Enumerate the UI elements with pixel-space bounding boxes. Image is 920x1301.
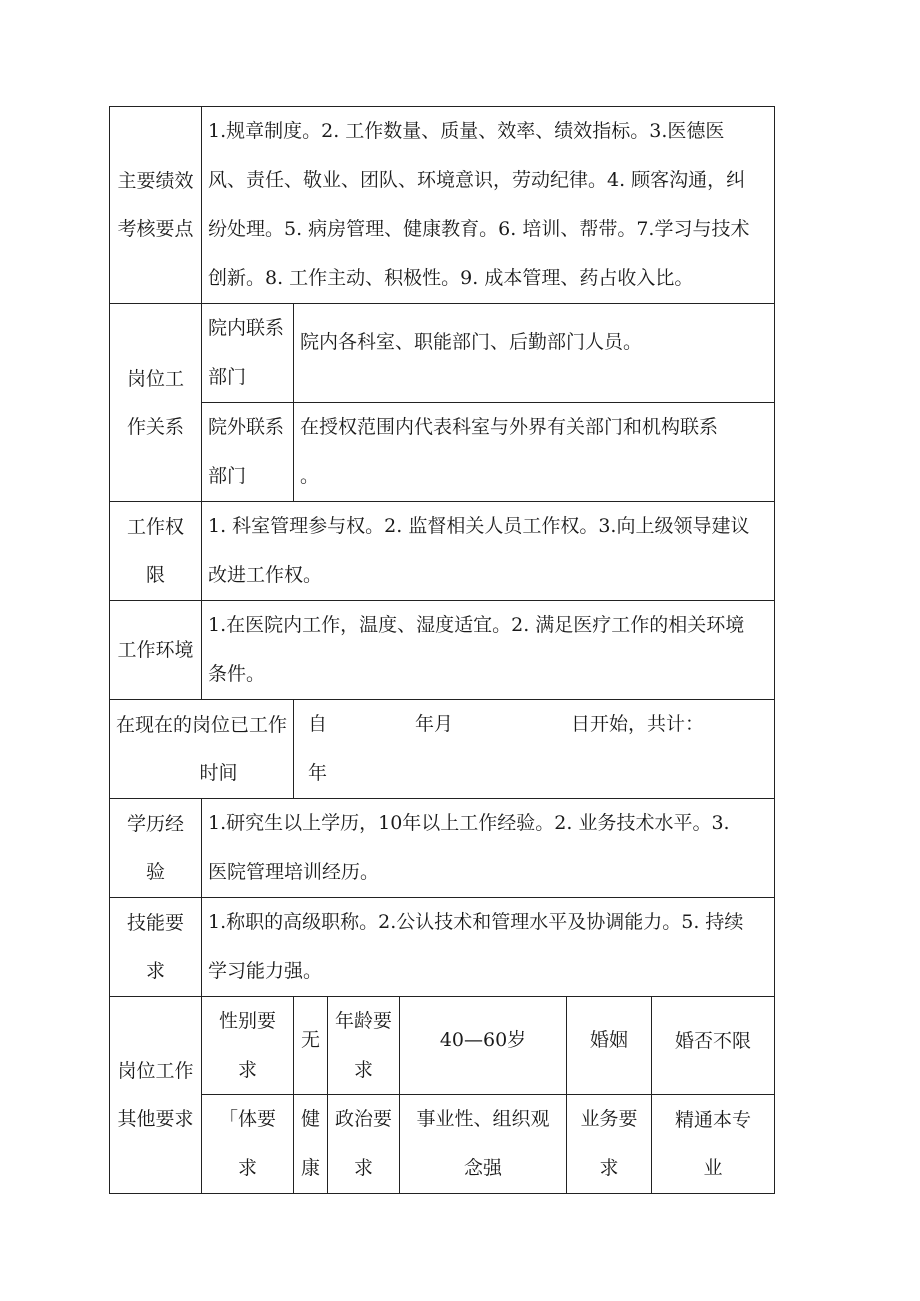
environment-content: 1.在医院内工作，温度、湿度适宜。2. 满足医疗工作的相关环境 条件。 (202, 601, 775, 700)
gender-value: 无 (294, 997, 328, 1095)
tenure-label: 在现在的岗位已工作 时间 (110, 700, 294, 799)
performance-line: 1.规章制度。2. 工作数量、质量、效率、绩效指标。3.医德医 (208, 120, 725, 142)
other-requirements-row-1 (110, 997, 775, 1095)
external-contact-value: 在授权范围内代表科室与外界有关部门和机构联系 。 (294, 403, 775, 502)
tenure-from: 自 (308, 713, 328, 735)
job-description-table (109, 106, 775, 1194)
authority-row (110, 502, 775, 601)
performance-label: 主要绩效 考核要点 (110, 107, 202, 304)
performance-line: 风、责任、敬业、团队、环境意识，劳动纪律。4. 顾客沟通，纠 (208, 169, 746, 191)
relations-internal-row (110, 304, 775, 403)
age-value: 40—60岁 (400, 997, 567, 1095)
business-label: 业务要 求 (567, 1095, 652, 1194)
performance-row (110, 107, 775, 304)
education-row (110, 799, 775, 898)
other-requirements-row-2 (110, 1095, 775, 1194)
tenure-start-total: 日开始，共计： (571, 713, 705, 735)
body-label: 「体要 求 (202, 1095, 294, 1194)
performance-line: 纷处理。5. 病房管理、健康教育。6. 培训、帮带。7.学习与技术 (208, 218, 750, 240)
politics-value: 事业性、组织观 念强 (400, 1095, 567, 1194)
age-label: 年龄要 求 (328, 997, 400, 1095)
relations-label: 岗位工 作关系 (110, 304, 202, 502)
environment-row (110, 601, 775, 700)
marriage-value: 婚否不限 (652, 997, 775, 1095)
relations-external-row (110, 403, 775, 502)
tenure-value (294, 700, 775, 799)
business-value: 精通本专 业 (652, 1095, 775, 1194)
education-label: 学历经 验 (110, 799, 202, 898)
education-content: 1.研究生以上学历，10年以上工作经验。2. 业务技术水平。3. 医院管理培训经历。 (202, 799, 775, 898)
internal-contact-value: 院内各科室、职能部门、后勤部门人员。 (294, 304, 775, 403)
external-contact-label: 院外联系 部门 (202, 403, 294, 502)
authority-label: 工作权 限 (110, 502, 202, 601)
tenure-year-month: 年月 (415, 713, 454, 735)
performance-line: 创新。8. 工作主动、积极性。9. 成本管理、药占收入比。 (208, 267, 694, 289)
authority-content: 1. 科室管理参与权。2. 监督相关人员工作权。3.向上级领导建议 改进工作权。 (202, 502, 775, 601)
other-requirements-label: 岗位工作 其他要求 (110, 997, 202, 1194)
gender-label: 性别要 求 (202, 997, 294, 1095)
performance-content (202, 107, 775, 304)
tenure-row (110, 700, 775, 799)
politics-label: 政治要 求 (328, 1095, 400, 1194)
internal-contact-label: 院内联系 部门 (202, 304, 294, 403)
tenure-years: 年 (308, 762, 328, 784)
environment-label: 工作环境 (110, 601, 202, 700)
skills-label: 技能要 求 (110, 898, 202, 997)
body-value: 健 康 (294, 1095, 328, 1194)
skills-content: 1.称职的高级职称。2.公认技术和管理水平及协调能力。5. 持续 学习能力强。 (202, 898, 775, 997)
skills-row (110, 898, 775, 997)
marriage-label: 婚姻 (567, 997, 652, 1095)
